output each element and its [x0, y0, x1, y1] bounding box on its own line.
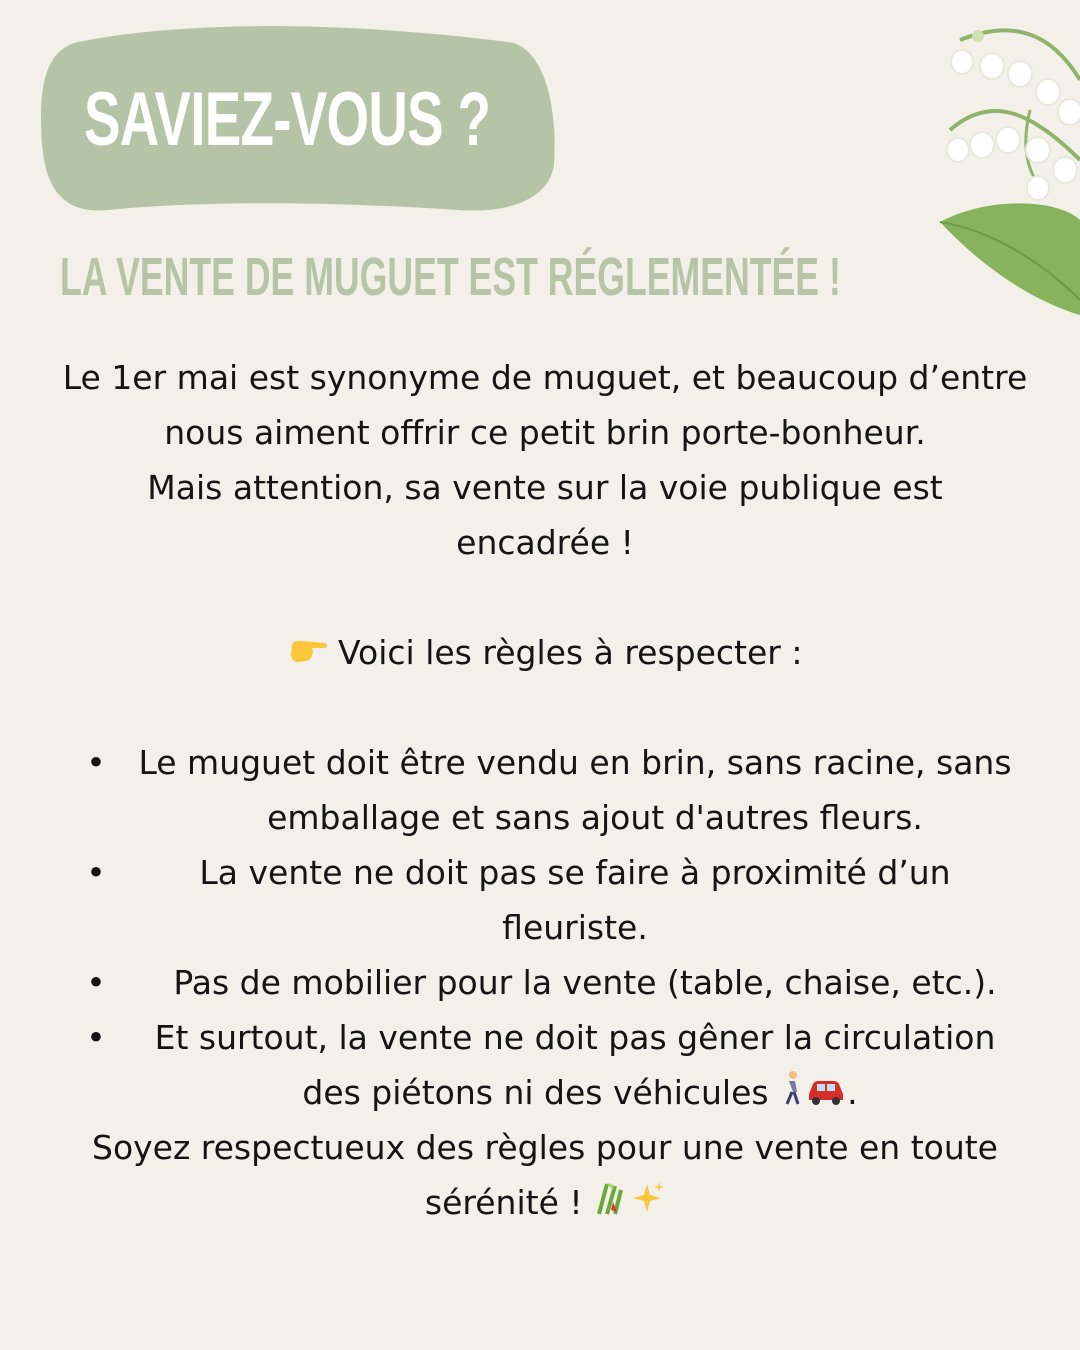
bamboo-icon [593, 1177, 629, 1232]
rules-heading [40, 625, 1050, 682]
bullet-dot: • [86, 1018, 106, 1057]
rule-text-line-with-icons [120, 1065, 1040, 1122]
rule-text-line: Pas de mobilier pour la vente (table, chaise, etc.). [173, 963, 997, 1002]
bullet-dot: • [86, 963, 106, 1002]
intro-line: encadrée ! [456, 523, 634, 562]
closing-line: sérénité ! [424, 1183, 583, 1222]
title-badge [38, 24, 558, 214]
pointing-hand-icon [288, 627, 328, 682]
rule-text-line: Et surtout, la vente ne doit pas gêner la circulation [154, 1018, 996, 1057]
rule-text-line: fleuriste. [502, 908, 648, 947]
rule-text-line: des piétons ni des véhicules [302, 1073, 769, 1112]
rule-text-line: Le muguet doit être vendu en brin, sans racine, sans [138, 743, 1012, 782]
closing-line-with-icons [40, 1175, 1050, 1232]
pedestrian-icon [779, 1067, 805, 1122]
closing-line: Soyez respectueux des règles pour une vente en toute [92, 1128, 998, 1167]
badge-title: SAVIEZ-VOUS ? [84, 77, 491, 162]
intro-line: Mais attention, sa vente sur la voie publique est [147, 468, 943, 507]
intro-line: Le 1er mai est synonyme de muguet, et beaucoup d’entre [62, 358, 1028, 397]
sparkles-icon [629, 1177, 665, 1232]
rule-text-line: emballage et sans ajout d'autres fleurs. [267, 798, 923, 837]
rules-heading-text: Voici les règles à respecter : [338, 633, 803, 672]
car-icon [805, 1067, 847, 1122]
bullet-dot: • [86, 743, 106, 782]
lily-of-the-valley-illustration [880, 0, 1080, 320]
intro-line: nous aiment offrir ce petit brin porte-bonheur. [164, 413, 926, 452]
bullet-dot: • [86, 853, 106, 892]
page-subtitle: LA VENTE DE MUGUET EST RÉGLEMENTÉE ! [60, 247, 841, 307]
rule-text-end: . [847, 1073, 858, 1112]
rule-text-line: La vente ne doit pas se faire à proximité d’un [199, 853, 951, 892]
